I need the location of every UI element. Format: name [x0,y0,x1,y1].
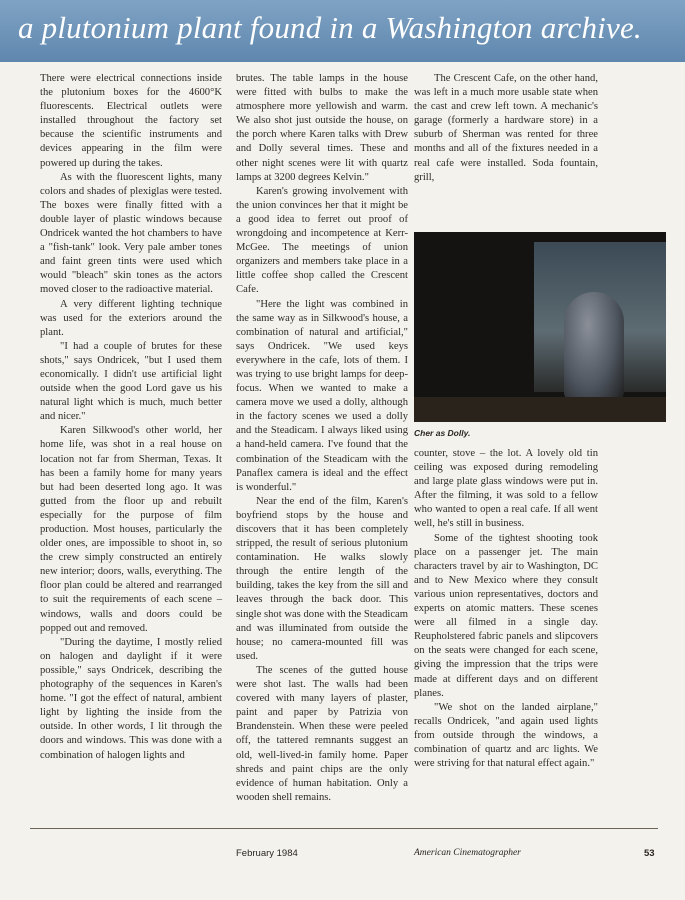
paragraph: counter, stove – the lot. A lovely old tin ceiling was exposed during remodeling and large plate glass windows were put in. After the filming, it was sold to a fellow who wanted to open a real cafe. If all went well, he's still in business. [414,448,598,530]
paragraph: "Here the light was combined in the same way as in Silkwood's house, a combination of natural and artificial," says Ondricek. "We used keys everywhere in the cafe, lots of them. I was trying to use bright lamps for deep-focus. When we wanted to make a camera move we used a dolly, although in the factory scenes we used a dolly and the Steadicam. I always liked using a hand-held camera. I've found that the combination of the Steadicam with the Panaflex camera is ideal and the effect is wonderful." [236,298,408,493]
paragraph: A very different lighting technique was used for the exteriors around the plant. [40,298,222,338]
photo-table [414,397,666,422]
paragraph: Karen's growing involvement with the union convinces her that it might be a good idea to ferret out proof of wrongdoing and incompetence at Kerr-McGee. The meetings of union organizers and members take place in a little coffee shop called the Crescent Cafe. [236,185,408,296]
photo-figure [564,292,624,402]
paragraph: "We shot on the landed airplane," recalls Ondricek, "and again used lights from outside through the windows, a combination of quartz and arc lights. We were striving for that natural effect again." [414,701,598,770]
paragraph: As with the fluorescent lights, many colors and shades of plexiglas were tested. The boxes were finally fitted with a double layer of plastic windows because Ondricek wanted the hot chambers to have a "fish-tank" look. Very pale amber tones and faint green tints were used which would "bleach" skin tones as the actors moved closer to the radioactive material. [40,171,222,296]
paragraph: Near the end of the film, Karen's boyfriend stops by the house and discovers that it has been completely stripped, the result of serious plutonium contamination. He walks slowly through the entire length of the building, takes the key from the sill and leaves through the back door. This single shot was done with the Steadicam and was illuminated from outside the house; no camera-mounted fill was used. [236,495,408,662]
paragraph: Karen Silkwood's other world, her home life, was shot in a real house on location not far from Sherman, Texas. It has been a family home for many years but had been deserted long ago. It was gutted from the floor up and rebuilt especially for the purpose of film production. Most houses, particularly the older ones, are impossible to shoot in, so the crew simply constructed an entirely new interior; doors, walls, everything. The floor plan could be altered and rearranged to suit the requirements of each scene – windows, walls and doors could be popped out and removed. [40,425,222,634]
footer-date: February 1984 [236,848,298,859]
paragraph: brutes. The table lamps in the house were fitted with bulbs to make the atmosphere more yellowish and warm. We also shot just outside the house, on the porch where Karen talks with Drew and Dolly several times. These and other night scenes were lit with quartz lamps at 3200 degrees Kelvin." [236,73,408,183]
paragraph: The Crescent Cafe, on the other hand, was left in a much more usable state when the cast and crew left town. A mechanic's garage (formerly a hardware store) in a suburb of Sherman was rented for three months and all of the fixtures needed in a real cafe were installed. Soda fountain, grill, [414,73,598,183]
text-column-3-top [414,72,598,185]
paragraph: There were electrical connections inside the plutonium boxes for the 4600°K fluorescents. Electrical outlets were installed throughout the factory set because the scientific instruments and devices appearing in the film were powered up during the takes. [40,73,222,169]
text-column-1 [40,72,222,763]
footer-magazine: American Cinematographer [414,848,521,858]
photo-caption: Cher as Dolly. [414,428,471,438]
footer-rule [30,828,658,829]
title-banner [0,0,685,62]
paragraph: Some of the tightest shooting took place on a passenger jet. The main characters travel by air to Washington, DC and to New Mexico where they consult various union representatives, doctors and experts on atomic matters. These scenes were all filmed in a single day. Reupholstered fabric panels and slipcovers on the seats were changed for each scene, giving the impression that the trips were made at different days and on different planes. [414,532,598,699]
text-column-3-bottom [414,447,598,771]
paragraph: "I had a couple of brutes for these shots," says Ondricek, "but I used them economically. I didn't use artificial light outside when the good Lord gave us his natural light which is much, much better and nicer." [40,340,222,423]
text-column-2 [236,72,408,805]
page-number: 53 [644,848,655,859]
photo-cher-as-dolly [414,232,666,422]
paragraph: "During the daytime, I mostly relied on halogen and daylight if it were possible," says Ondricek, describing the photography of the sequences in Karen's home. "I got the effect of natural, ambient light by lighting the inside from the outside. In other words, I lit through the doors and windows. This was done with a combination of halogen lights and [40,636,222,761]
paragraph: The scenes of the gutted house were shot last. The walls had been covered with many layers of plaster, paint and paper by Patrizia von Brandenstein. When these were peeled off, the tattered remnants suggest an old, well-lived-in family home. Paper shreds and paint chips are the only evidence of human habitation. Only a wooden shell remains. [236,664,408,803]
banner-title: a plutonium plant found in a Washington archive. [18,10,642,45]
